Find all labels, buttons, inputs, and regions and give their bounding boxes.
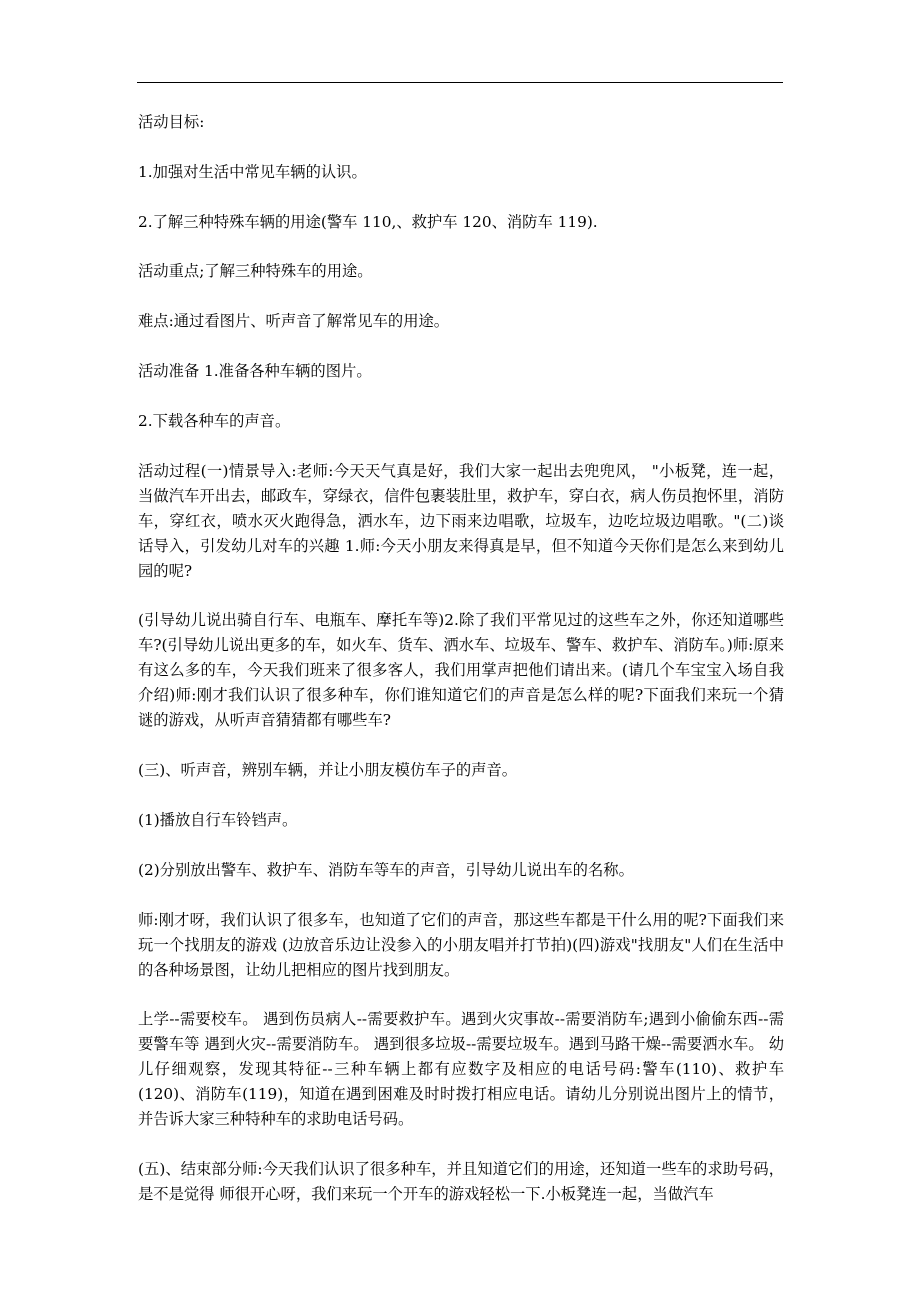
document-body	[138, 110, 784, 1232]
paragraph-step-1: (1)播放自行车铃铛声。	[138, 810, 298, 829]
paragraph-goal-2: 2.了解三种特殊车辆的用途(警车 110,、救护车 120、消防车 119).	[138, 212, 598, 231]
paragraph-scenarios: 上学--需要校车。 遇到伤员病人--需要救护车。遇到火灾事故--需要消防车;遇到小偷偷东西--需要警车等 遇到火灾--需要消防车。 遇到很多垃圾--需要垃圾车。遇到马路干燥--需要洒水车。 幼儿仔细观察，发现其特征--三种车辆上都有应数字及相应的电话号码:警车(110)、救护车(120)、消防车(119)，知道在遇到困难及时时拨打相应电话。请幼儿分别说出图片上的情节，并告诉大家三种特种车的求助电话号码。	[138, 1010, 784, 1129]
paragraph-step-2: (2)分别放出警车、救护车、消防车等车的声音，引导幼儿说出车的名称。	[138, 860, 634, 879]
paragraph-preparation-2: 2.下载各种车的声音。	[138, 411, 291, 430]
paragraph-preparation-1: 活动准备 1.准备各种车辆的图片。	[138, 361, 372, 380]
paragraph-difficulty: 难点:通过看图片、听声音了解常见车的用途。	[138, 312, 450, 331]
paragraph-teacher-game: 师:刚才呀，我们认识了很多车，也知道了它们的声音，那这些车都是干什么用的呢?下面我们来玩一个找朋友的游戏 (边放音乐边让没参入的小朋友唱并打节拍)(四)游戏"找朋友"人们在生活中的各种场景图，让幼儿把相应的图片找到朋友。	[138, 910, 784, 979]
paragraph-conclusion: (五)、结束部分师:今天我们认识了很多种车，并且知道它们的用途，还知道一些车的求助号码，是不是觉得 师很开心呀，我们来玩一个开车的游戏轻松一下.小板凳连一起，当做汽车	[138, 1160, 784, 1204]
paragraph-process-discussion: (引导幼儿说出骑自行车、电瓶车、摩托车等)2.除了我们平常见过的这些车之外，你还知道哪些车?(引导幼儿说出更多的车，如火车、货车、洒水车、垃圾车、警车、救护车、消防车。)师:原来有这么多的车，今天我们班来了很多客人，我们用掌声把他们请出来。(请几个车宝宝入场自我介绍)师:刚才我们认识了很多种车，你们谁知道它们的声音是怎么样的呢?下面我们来玩一个猜谜的游戏，从听声音猜猜都有哪些车?	[138, 611, 784, 730]
header-rule	[137, 82, 783, 83]
paragraph-goals-heading: 活动目标:	[138, 113, 205, 131]
paragraph-process-intro: 活动过程(一)情景导入:老师:今天天气真是好，我们大家一起出去兜兜风， "小板凳，连一起，当做汽车开出去，邮政车，穿绿衣，信件包裹装肚里，救护车，穿白衣，病人伤员抱怀里，消防车，穿红衣，喷水灭火跑得急，洒水车，边下雨来边唱歌，垃圾车，边吃垃圾边唱歌。"(二)谈话导入，引发幼儿对车的兴趣 1.师:今天小朋友来得真是早，但不知道今天你们是怎么来到幼儿园的呢?	[138, 461, 784, 580]
paragraph-section-3: (三)、听声音，辨别车辆，并让小朋友模仿车子的声音。	[138, 761, 518, 780]
paragraph-key-point: 活动重点;了解三种特殊车的用途。	[138, 262, 373, 281]
paragraph-goal-1: 1.加强对生活中常见车辆的认识。	[138, 162, 367, 181]
